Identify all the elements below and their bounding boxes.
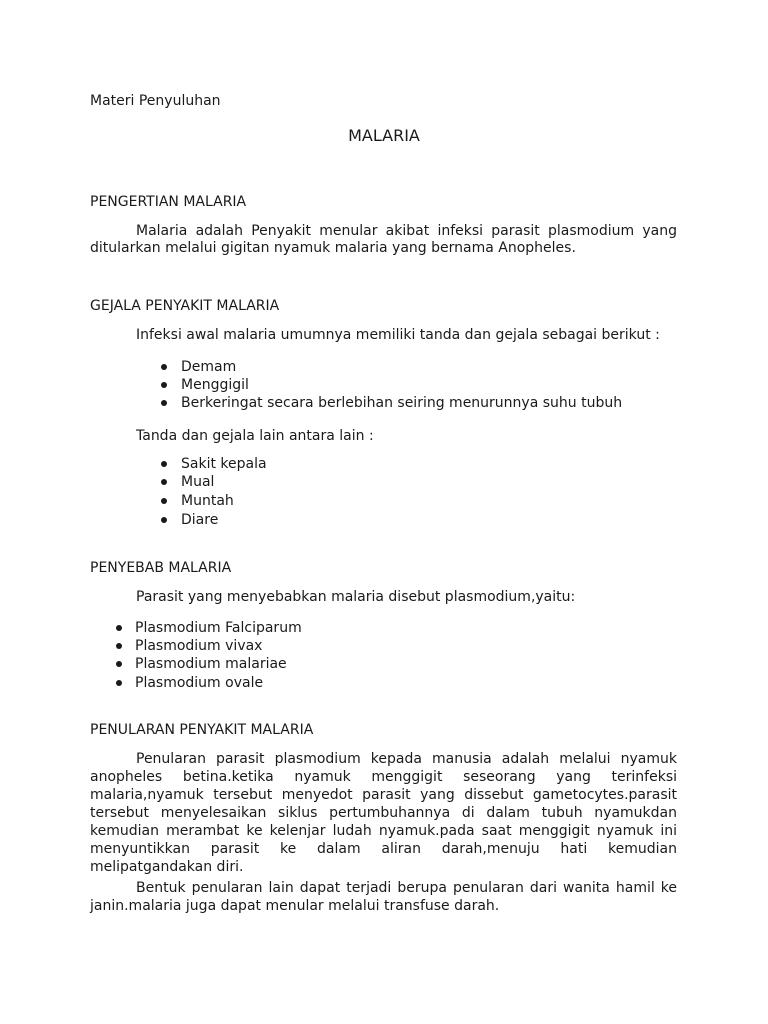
bullet-icon	[161, 517, 167, 523]
document-title: MALARIA	[348, 126, 420, 145]
document-header: Materi Penyuluhan	[90, 93, 221, 109]
bullet-icon	[116, 643, 122, 649]
intro-text: Tanda dan gejala lain antara lain :	[136, 428, 374, 444]
paragraph-line: tersebut menyelesaikan siklus pertumbuhannya di dalam tubuh nyamukdan	[90, 805, 677, 821]
paragraph-line: Bentuk penularan lain dapat terjadi berupa penularan dari wanita hamil ke	[136, 880, 677, 896]
section-heading-penularan: PENULARAN PENYAKIT MALARIA	[90, 722, 314, 738]
paragraph-line: Penularan parasit plasmodium kepada manusia adalah melalui nyamuk	[136, 751, 677, 767]
bullet-icon	[161, 400, 167, 406]
intro-text: Parasit yang menyebabkan malaria disebut plasmodium,yaitu:	[136, 589, 576, 605]
bullet-icon	[161, 461, 167, 467]
bullet-icon	[161, 382, 167, 388]
paragraph-line: melipatgandakan diri.	[90, 859, 244, 875]
bullet-icon	[161, 498, 167, 504]
bullet-icon	[116, 661, 122, 667]
bullet-icon	[116, 680, 122, 686]
paragraph-line: anopheles betina.ketika nyamuk menggigit seseorang yang terinfeksi	[90, 769, 677, 785]
paragraph-line: menyuntikkan parasit ke dalam aliran darah,menuju hati kemudian	[90, 841, 677, 857]
intro-text: Infeksi awal malaria umumnya memiliki tanda dan gejala sebagai berikut :	[136, 327, 660, 343]
paragraph-line: kemudian merambat ke kelenjar ludah nyamuk.pada saat menggigit nyamuk ini	[90, 823, 677, 839]
paragraph-line: janin.malaria juga dapat menular melalui transfuse darah.	[90, 898, 500, 914]
bullet-icon	[161, 479, 167, 485]
section-heading-gejala: GEJALA PENYAKIT MALARIA	[90, 298, 280, 314]
bullet-icon	[161, 364, 167, 370]
paragraph-line: ditularkan melalui gigitan nyamuk malaria yang bernama Anopheles.	[90, 240, 576, 256]
section-heading-penyebab: PENYEBAB MALARIA	[90, 560, 232, 576]
section-heading-pengertian: PENGERTIAN MALARIA	[90, 194, 247, 210]
paragraph-line: malaria,nyamuk tersebut menyedot parasit yang dissebut gametocytes.parasit	[90, 787, 677, 803]
bullet-icon	[116, 625, 122, 631]
paragraph-line: Malaria adalah Penyakit menular akibat infeksi parasit plasmodium yang	[136, 223, 677, 239]
